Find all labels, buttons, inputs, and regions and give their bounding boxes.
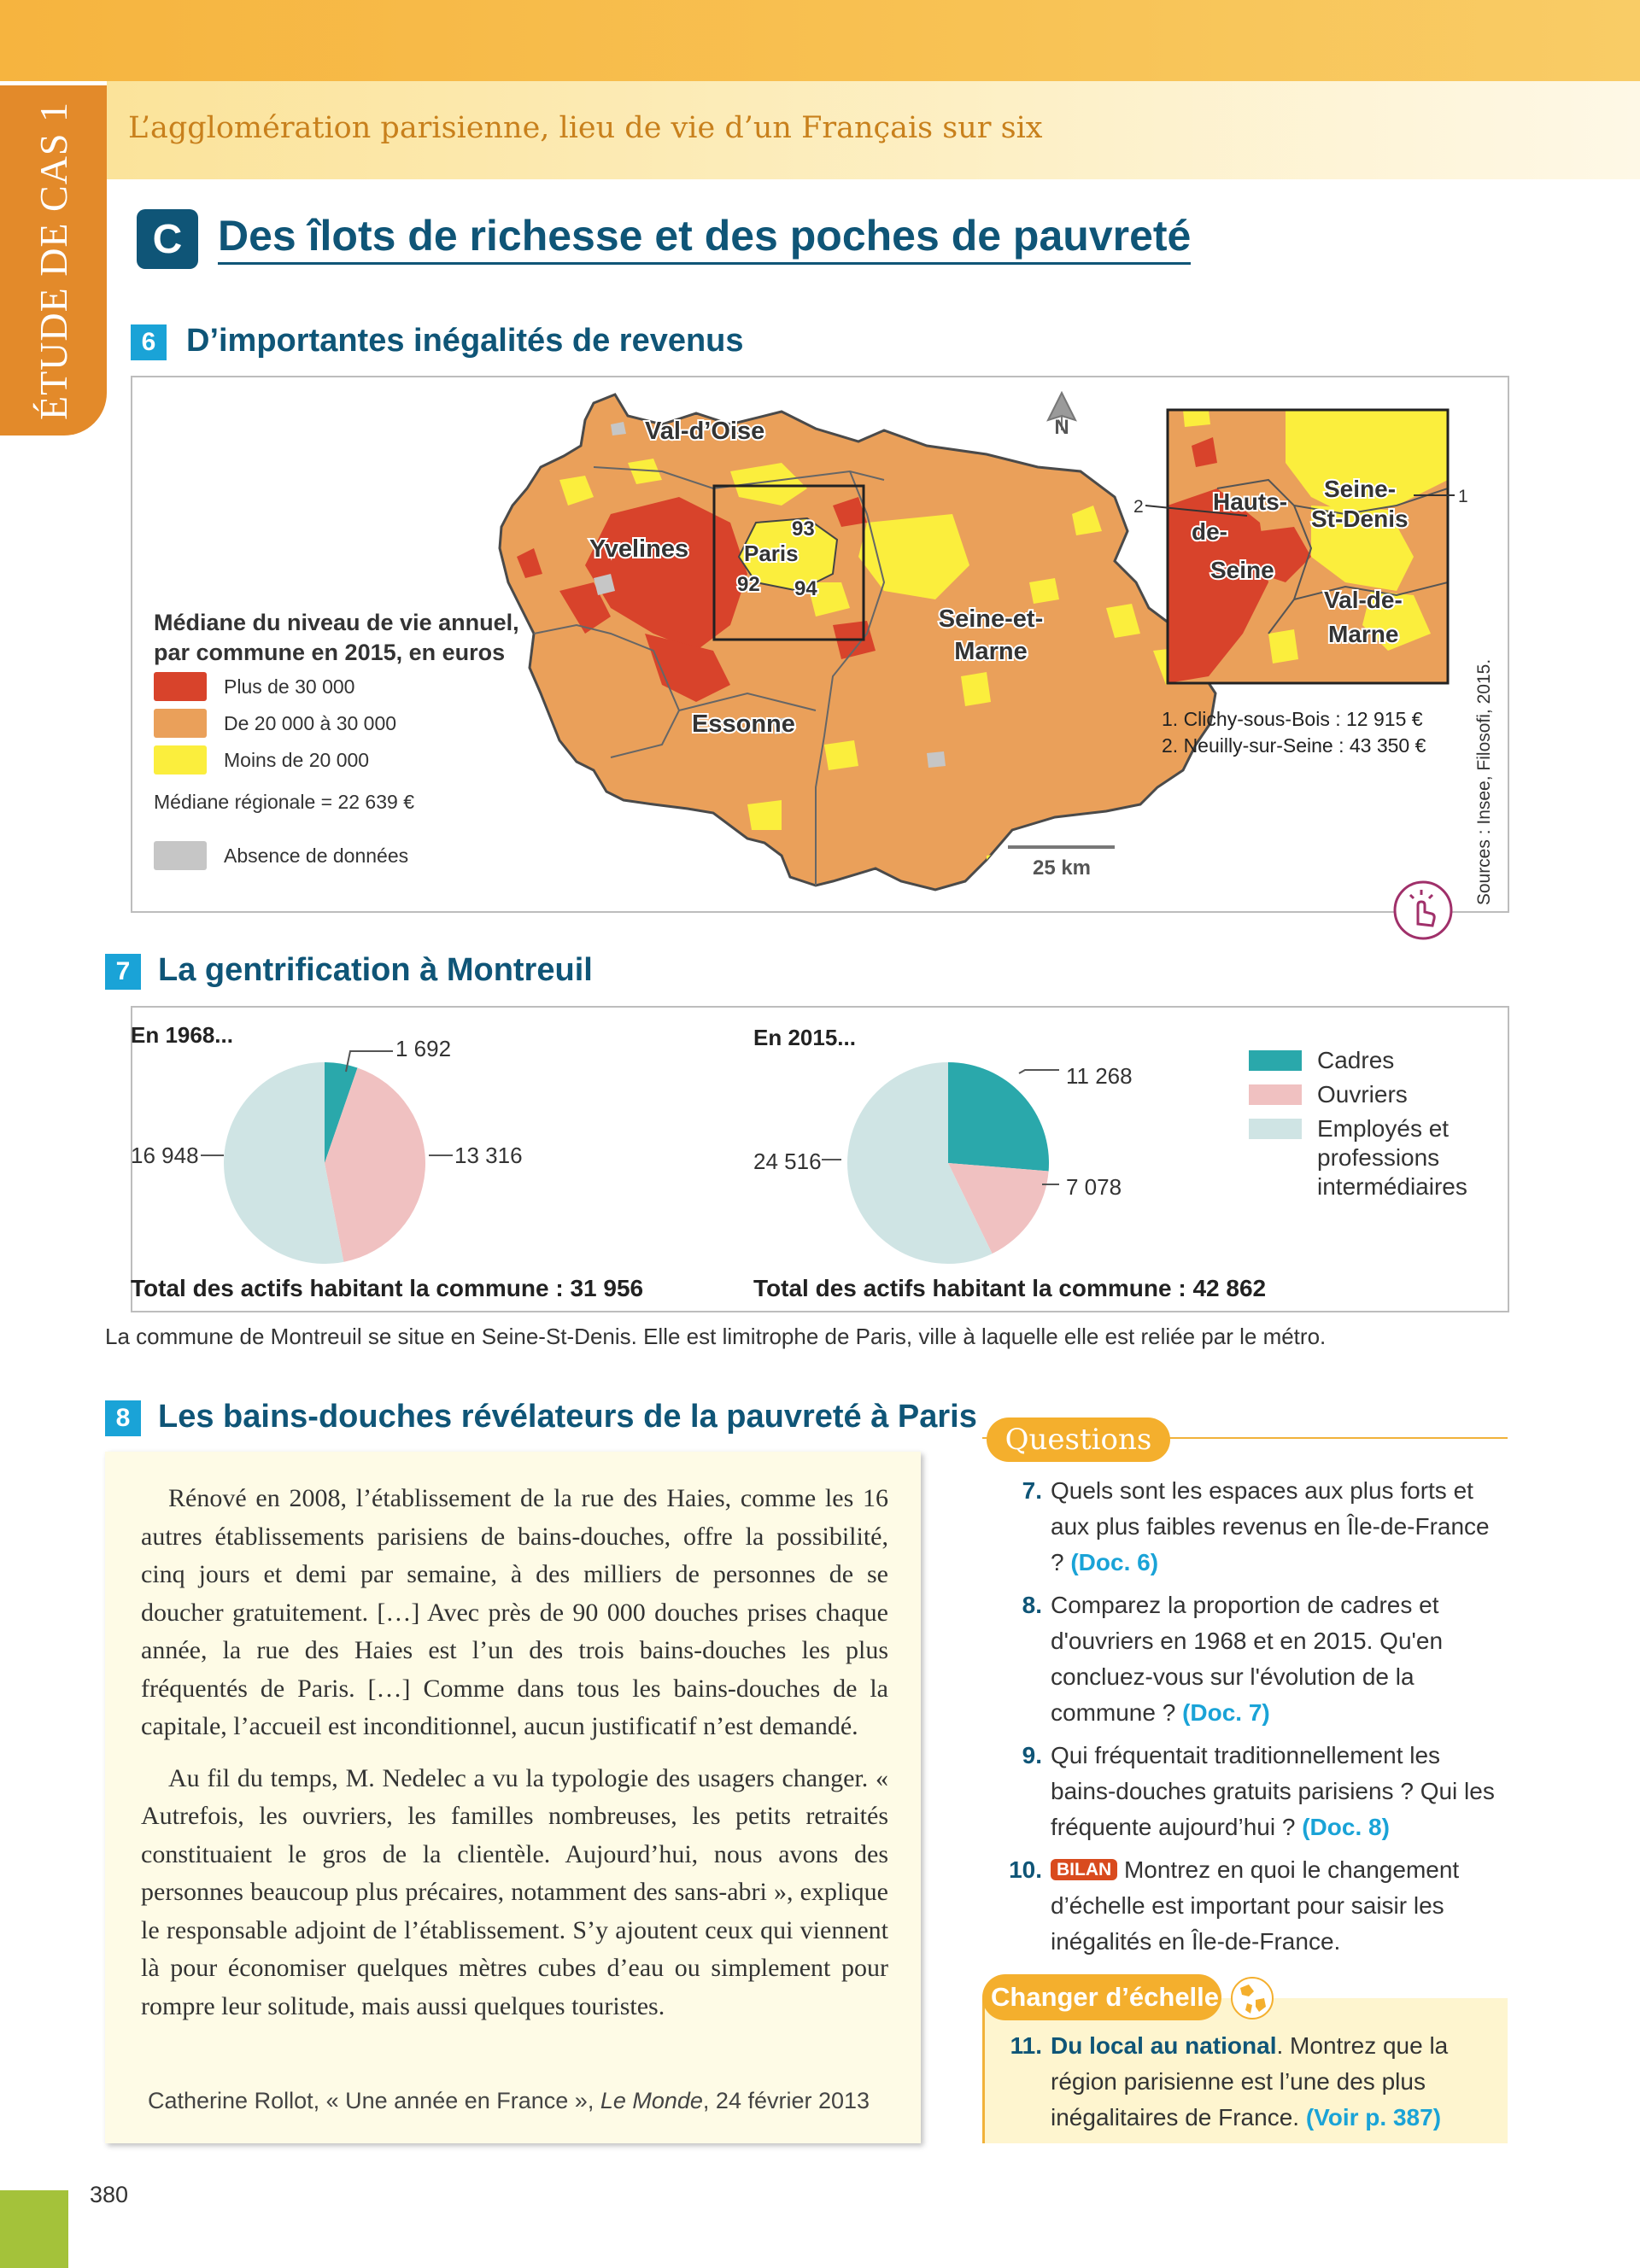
label-94: 94 [794, 577, 817, 600]
doc8-source: Catherine Rollot, « Une année en France », Le Monde, 24 février 2013 [148, 2088, 870, 2113]
map-legend-title: Médiane du niveau de vie annuel, par commune en 2015, en euros [154, 610, 519, 665]
doc7-number: 7 [105, 954, 141, 990]
pie1968-label-cadres: 1 692 [395, 1036, 452, 1061]
legend-item-mid: De 20 000 à 30 000 [154, 709, 396, 738]
doc6-number: 6 [131, 324, 167, 360]
legend-item-nodata: Absence de données [154, 841, 408, 870]
label-seine-et-marne-1: Seine-et- [938, 605, 1044, 633]
doc8-title: Les bains-douches révélateurs de la pauvreté à Paris [158, 1399, 977, 1435]
inset-label-vdm-2: Marne [1328, 621, 1399, 647]
pie1968-title: En 1968... [131, 1022, 233, 1048]
inset-marker-2: 2 [1133, 497, 1144, 517]
doc7-title: La gentrification à Montreuil [158, 952, 593, 988]
section-letter: C [137, 209, 198, 269]
scale-label: 25 km [1032, 856, 1092, 880]
bilan-badge: BILAN [1051, 1859, 1117, 1880]
page-corner-bar [0, 2190, 68, 2268]
north-arrow-icon [1048, 393, 1075, 439]
label-92: 92 [737, 573, 760, 596]
question-9: 9. Qui fréquentait traditionnellement les bains-douches gratuits parisiens ? Qui les fréquente aujourd’hui ? (Doc. 8) [1022, 1742, 1495, 1840]
question-11-ref-link[interactable]: (Voir p. 387) [1305, 2104, 1442, 2131]
scale-change-rule [982, 1998, 985, 2143]
pie-legend-item-ouvriers: Ouvriers [1249, 1080, 1496, 1109]
pie-legend-item-cadres: Cadres [1249, 1046, 1496, 1075]
question-10: 10. BILAN Montrez en quoi le changement d’échelle est important pour saisir les inégalités en Île-de-France. [1009, 1856, 1460, 1955]
question-11: 11. Du local au national. Montrez que la région parisienne est l’une des plus inégalitaires de France. (Voir p. 387) [1010, 2032, 1449, 2131]
header-band [0, 0, 1640, 81]
label-essonne: Essonne [692, 710, 795, 738]
regional-median: Médiane régionale = 22 639 € [154, 791, 414, 813]
inset-notes: 1. Clichy-sous-Bois : 12 915 € 2. Neuilly-sur-Seine : 43 350 € [1162, 708, 1426, 757]
pie-legend-item-employes: Employés et professions intermédiaires [1249, 1114, 1496, 1201]
pie1968-total: Total des actifs habitant la commune : 31 956 [131, 1275, 644, 1301]
question-8: 8. Comparez la proportion de cadres et d'ouvriers en 1968 et en 2015. Qu'en concluez-vous sur l'évolution de la commune ? (Doc. 7) [1022, 1592, 1444, 1726]
inset-label-vdm-1: Val-de- [1324, 587, 1403, 613]
interactive-touch-icon[interactable] [1392, 880, 1454, 941]
doc6-title: D’importantes inégalités de revenus [186, 323, 744, 359]
question-7-ref-link[interactable]: (Doc. 6) [1070, 1549, 1159, 1575]
inset-label-ssd-2: St-Denis [1311, 506, 1409, 532]
questions-tab: Questions [987, 1418, 1170, 1462]
map-sources: Sources : Insee, Filosofi, 2015. [1474, 658, 1494, 906]
legend-swatch-nodata [154, 841, 207, 870]
label-yvelines: Yvelines [589, 535, 689, 563]
north-label: N [1054, 416, 1069, 439]
case-study-label: ÉTUDE DE CAS 1 [32, 101, 76, 420]
pie2015-title: En 2015... [753, 1025, 856, 1050]
question-7: 7. Quels sont les espaces aux plus forts et aux plus faibles revenus en Île-de-France ? (Doc. 6) [1022, 1477, 1490, 1575]
inset-label-hauts-3: Seine [1210, 557, 1274, 583]
doc8-paragraph-1: Rénové en 2008, l’établissement de la rue des Haies, comme les 16 autres établissements parisiens de bains-douches, offre la possibilité, cinq jours et demi par semaine, à des milliers de personnes de se doucher gratuitement. […] Avec près de 90 000 douches prises chaque année, la rue des Haies est l’un des trois bains-douches les plus fréquentés de Paris. […] Comme dans tous les bains-douches de la capitale, l’accueil est inconditionnel, aucun justificatif n’est demandé. [141, 1484, 888, 1740]
inset-label-hauts-1: Hauts- [1213, 488, 1288, 515]
legend-item-high: Plus de 30 000 [154, 672, 354, 701]
pie1968-label-employes: 16 948 [131, 1143, 199, 1168]
inset-label-hauts-2: de- [1192, 518, 1227, 545]
pie2015-total: Total des actifs habitant la commune : 42 862 [753, 1275, 1267, 1301]
doc8-number: 8 [105, 1400, 141, 1436]
pie-legend [1249, 1046, 1496, 1201]
chapter-subtitle: L’agglomération parisienne, lieu de vie d’un Français sur six [128, 111, 1043, 145]
pie-legend-swatch-employes [1249, 1119, 1302, 1139]
legend-swatch-high [154, 672, 207, 701]
pie2015-label-employes: 24 516 [753, 1149, 822, 1174]
label-93: 93 [792, 517, 815, 541]
label-paris: Paris [744, 541, 799, 566]
legend-item-low: Moins de 20 000 [154, 745, 369, 775]
question-9-ref-link[interactable]: (Doc. 8) [1302, 1814, 1390, 1840]
inset-marker-1: 1 [1458, 487, 1468, 506]
doc8-paragraph-2: Au fil du temps, M. Nedelec a vu la typologie des usagers changer. « Autrefois, les ouvriers, les familles nombreuses, les petits retraités constituaient le gros de la clientèle. Aujourd’hui, nous avons des personnes beaucoup plus précaires, notamment des sans-abri », explique le responsable adjoint de l’établissement. S’y ajoutent ceux qui viennent là pour économiser quelques mètres cubes d’eau ou simplement pour rompre leur solitude, mais aussi quelques touristes. [141, 1763, 888, 2020]
page-number: 380 [90, 2182, 129, 2207]
legend-swatch-mid [154, 709, 207, 738]
pie-legend-swatch-ouvriers [1249, 1084, 1302, 1105]
inset-label-ssd-1: Seine- [1324, 476, 1397, 502]
inset-map [1133, 410, 1468, 683]
label-val-doise: Val-d’Oise [645, 418, 765, 445]
question-list [999, 1473, 1503, 1960]
pie-legend-swatch-cadres [1249, 1050, 1302, 1071]
pie2015-label-cadres: 11 268 [1066, 1063, 1133, 1089]
doc8-body [141, 1480, 888, 2025]
globe-icon [1230, 1976, 1274, 2020]
label-seine-et-marne-2: Marne [954, 638, 1028, 665]
doc7-note: La commune de Montreuil se situe en Seine-St-Denis. Elle est limitrophe de Paris, ville à laquelle elle est reliée par le métro. [105, 1324, 1327, 1349]
question-8-ref-link[interactable]: (Doc. 7) [1182, 1699, 1270, 1726]
scale-change-tab: Changer d’échelle [982, 1974, 1221, 2020]
section-title: Des îlots de richesse et des poches de pauvreté [218, 209, 1191, 265]
pie1968-label-ouvriers: 13 316 [454, 1143, 523, 1168]
pie-leader-lines [128, 1038, 1068, 1242]
pie2015-label-ouvriers: 7 078 [1066, 1174, 1122, 1200]
legend-swatch-low [154, 745, 207, 775]
